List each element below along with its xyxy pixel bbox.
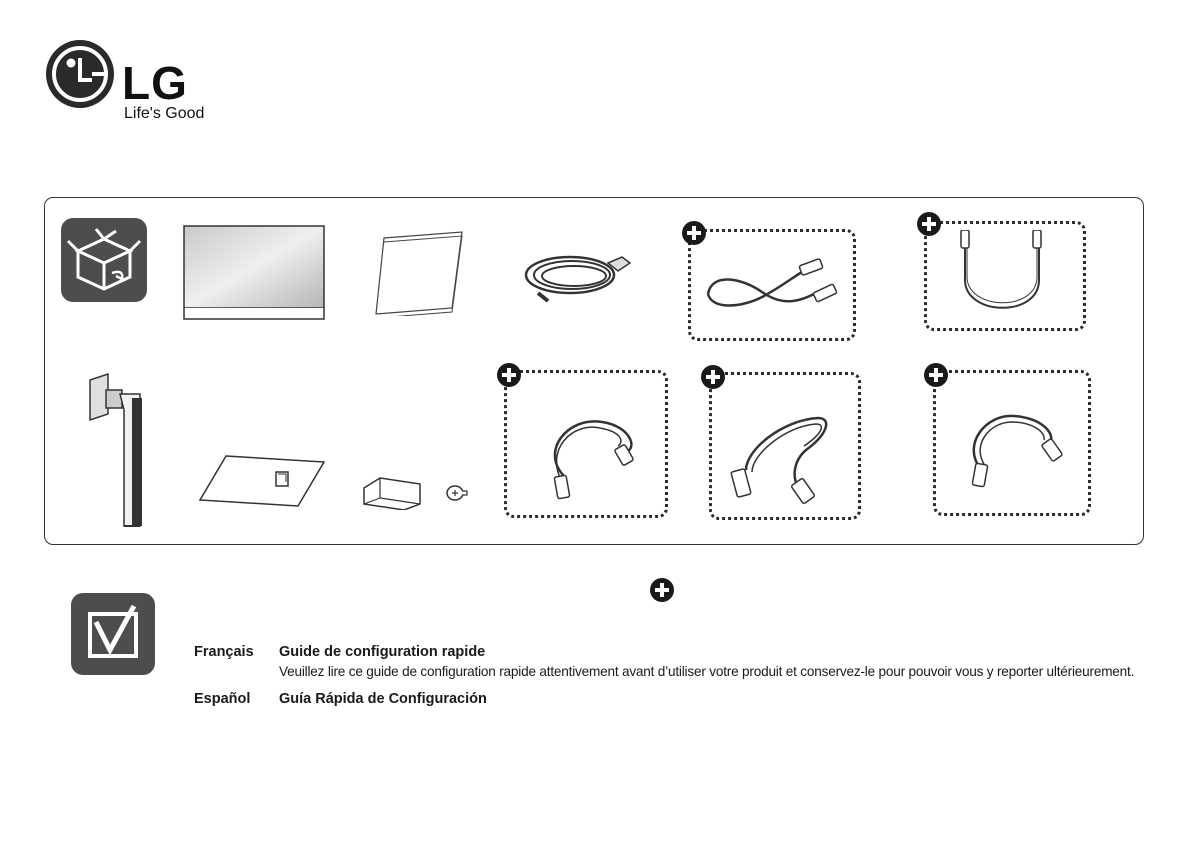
usb-extension-cable [966,404,1066,494]
plus-circle-icon [650,578,674,602]
hdmi-cable [702,258,842,318]
guide-description-french: Veuillez lire ce guide de configuration rapide attentivement avant d’utiliser votre produit et conservez-le pour pouvoir vous y reporter ultérieurement. [279,664,1135,679]
logo-wordmark: LG [122,57,188,109]
plus-circle-icon [924,363,948,387]
guide-title-french: Guide de configuration rapide [279,644,486,660]
stand-base [196,452,328,510]
displayport-cable [722,410,834,510]
screw-icon [444,485,468,501]
quick-guide-check-icon [70,592,156,676]
plus-circle-icon [497,363,521,387]
usb-cable [538,408,642,504]
documents [374,230,466,316]
usb-c-cable [955,230,1055,322]
plus-circle-icon [682,221,706,245]
guide-title-spanish: Guía Rápida de Configuración [279,691,487,707]
plus-circle-icon [701,365,725,389]
lg-face-icon [44,38,116,110]
language-label-french: Français [194,644,254,660]
monitor-screen [183,225,325,321]
lg-logo [44,38,224,128]
power-cord [522,243,642,307]
cable-holder [360,470,430,510]
stand-body [80,370,152,530]
plus-circle-icon [917,212,941,236]
language-label-spanish: Español [194,691,251,707]
logo-tagline: Life's Good [124,105,205,122]
package-box-icon [60,217,148,303]
